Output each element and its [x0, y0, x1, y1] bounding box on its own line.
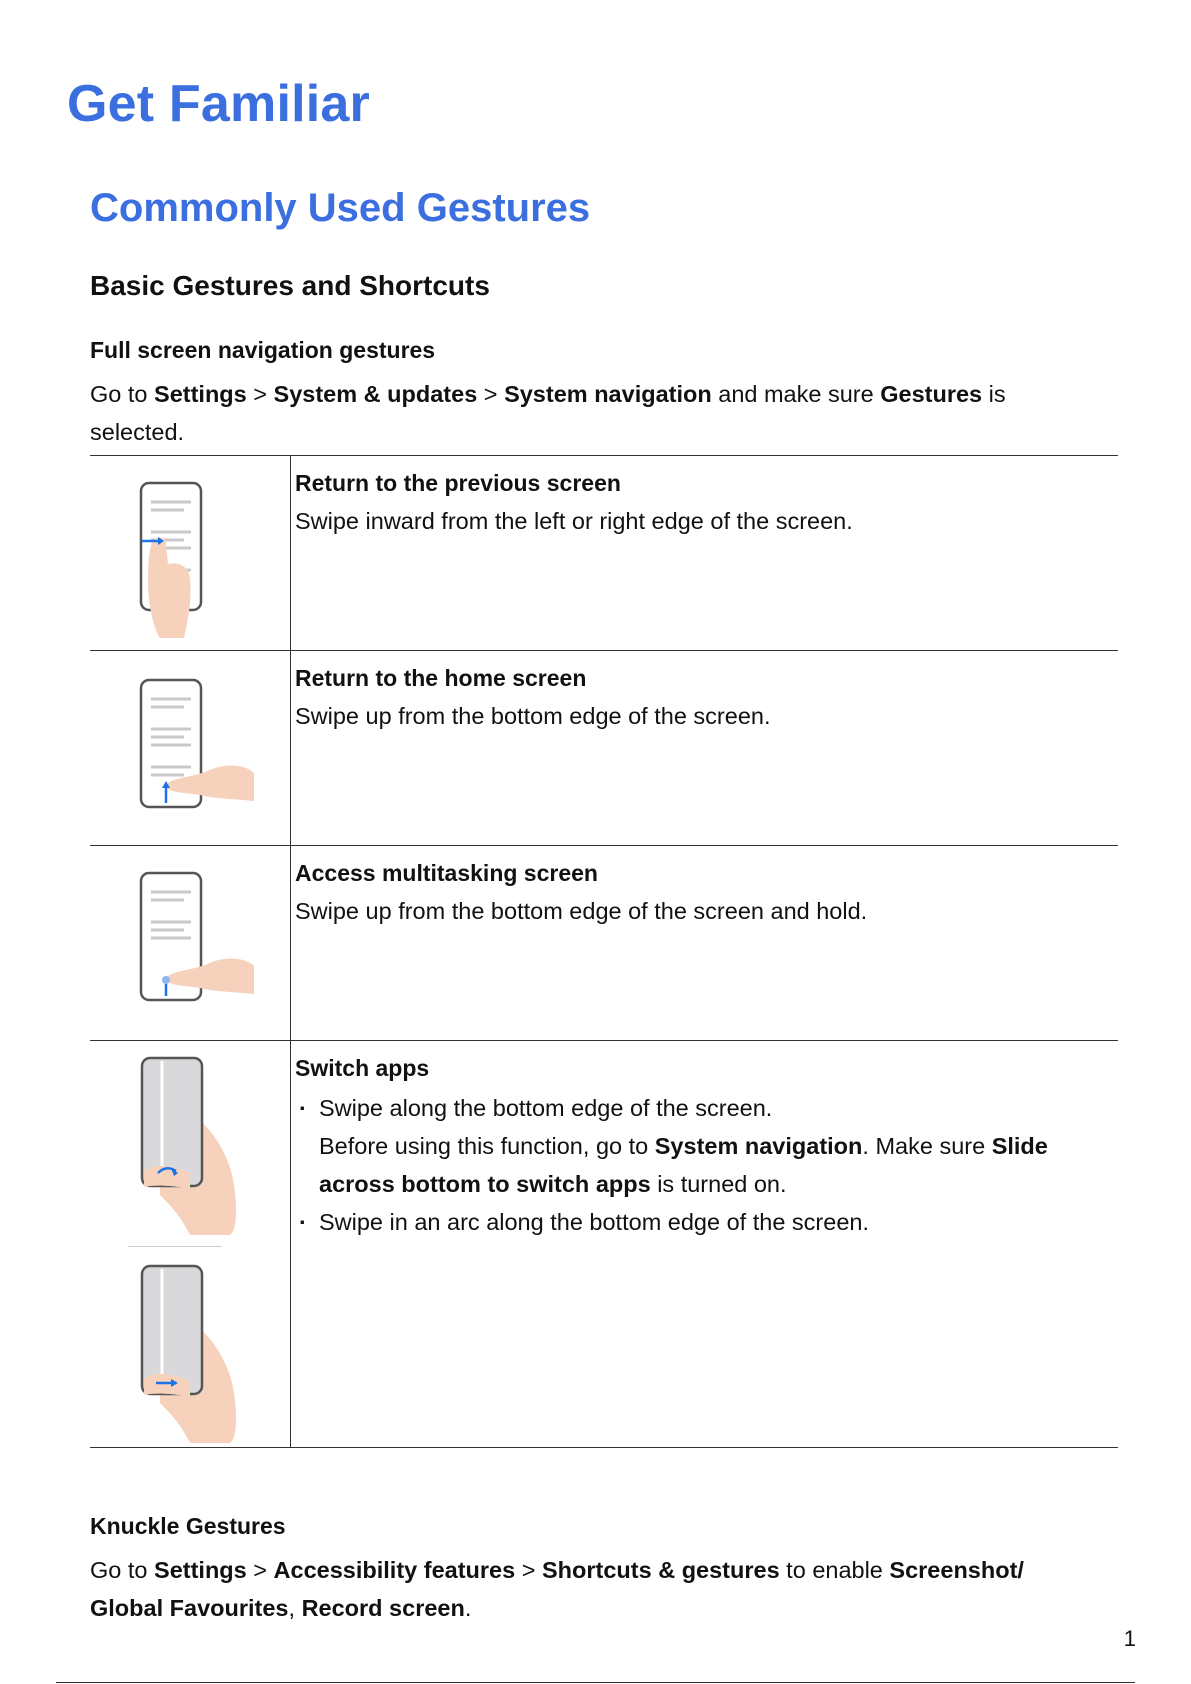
system-updates-link: System & updates: [273, 381, 478, 407]
nav-gestures-intro: Go to Settings > System & updates > System navigation and make sure Gestures is selected.: [90, 381, 1006, 445]
gesture-title: Switch apps: [295, 1055, 430, 1081]
table-row: [90, 651, 1118, 846]
swipe-arc-illustration: [130, 1263, 250, 1443]
switch-apps-list: [295, 1089, 1094, 1241]
system-navigation-link: System navigation: [654, 1133, 863, 1159]
swipe-bottom-edge-illustration: [130, 1055, 250, 1235]
divider: [128, 1246, 222, 1247]
list-item: · Swipe along the bottom edge of the screen. Before using this function, go to System navigation. Make sure Slide across bottom to switch apps is turned on.: [295, 1089, 1094, 1203]
gesture-title: Access multitasking screen: [295, 860, 598, 886]
shortcuts-gestures-link: Shortcuts & gestures: [541, 1557, 780, 1583]
footer-divider: [56, 1682, 1135, 1683]
page-title: Get Familiar: [67, 75, 370, 133]
knuckle-gestures-intro: Go to Settings > Accessibility features > Shortcuts & gestures to enable Screenshot/ Global Favourites, Record screen.: [90, 1557, 1024, 1621]
gestures-table: [90, 455, 1118, 1448]
list-item: · Swipe in an arc along the bottom edge of the screen.: [295, 1203, 1094, 1241]
slide-across-option: Slide across bottom to switch apps: [319, 1133, 1048, 1197]
gestures-option: Gestures: [880, 381, 983, 407]
table-row: [90, 456, 1118, 651]
gesture-title: Return to the previous screen: [295, 470, 621, 496]
record-screen-option: Record screen: [301, 1595, 465, 1621]
system-navigation-link: System navigation: [504, 381, 712, 407]
gesture-description: Swipe inward from the left or right edge of the screen.: [295, 508, 853, 534]
table-row: [90, 846, 1118, 1041]
switch-apps-illustrations: [90, 1041, 291, 1447]
table-row: [90, 1041, 1118, 1448]
subsection-title: Basic Gestures and Shortcuts: [90, 270, 490, 301]
swipe-up-hold-illustration: [90, 846, 291, 1040]
page-number: 1: [1123, 1626, 1136, 1651]
gesture-description: Swipe up from the bottom edge of the screen and hold.: [295, 898, 868, 924]
settings-link: Settings: [154, 381, 247, 407]
swipe-inward-illustration: [90, 456, 291, 650]
swipe-up-illustration: [90, 651, 291, 845]
section-title: Commonly Used Gestures: [90, 186, 591, 230]
knuckle-gestures-heading: Knuckle Gestures: [90, 1513, 286, 1539]
settings-link: Settings: [154, 1557, 247, 1583]
nav-gestures-heading: Full screen navigation gestures: [90, 337, 436, 363]
screenshot-option: Screenshot/ Global Favourites: [90, 1557, 1024, 1621]
gesture-description: Swipe up from the bottom edge of the screen.: [295, 703, 771, 729]
accessibility-link: Accessibility features: [273, 1557, 516, 1583]
gesture-title: Return to the home screen: [295, 665, 587, 691]
